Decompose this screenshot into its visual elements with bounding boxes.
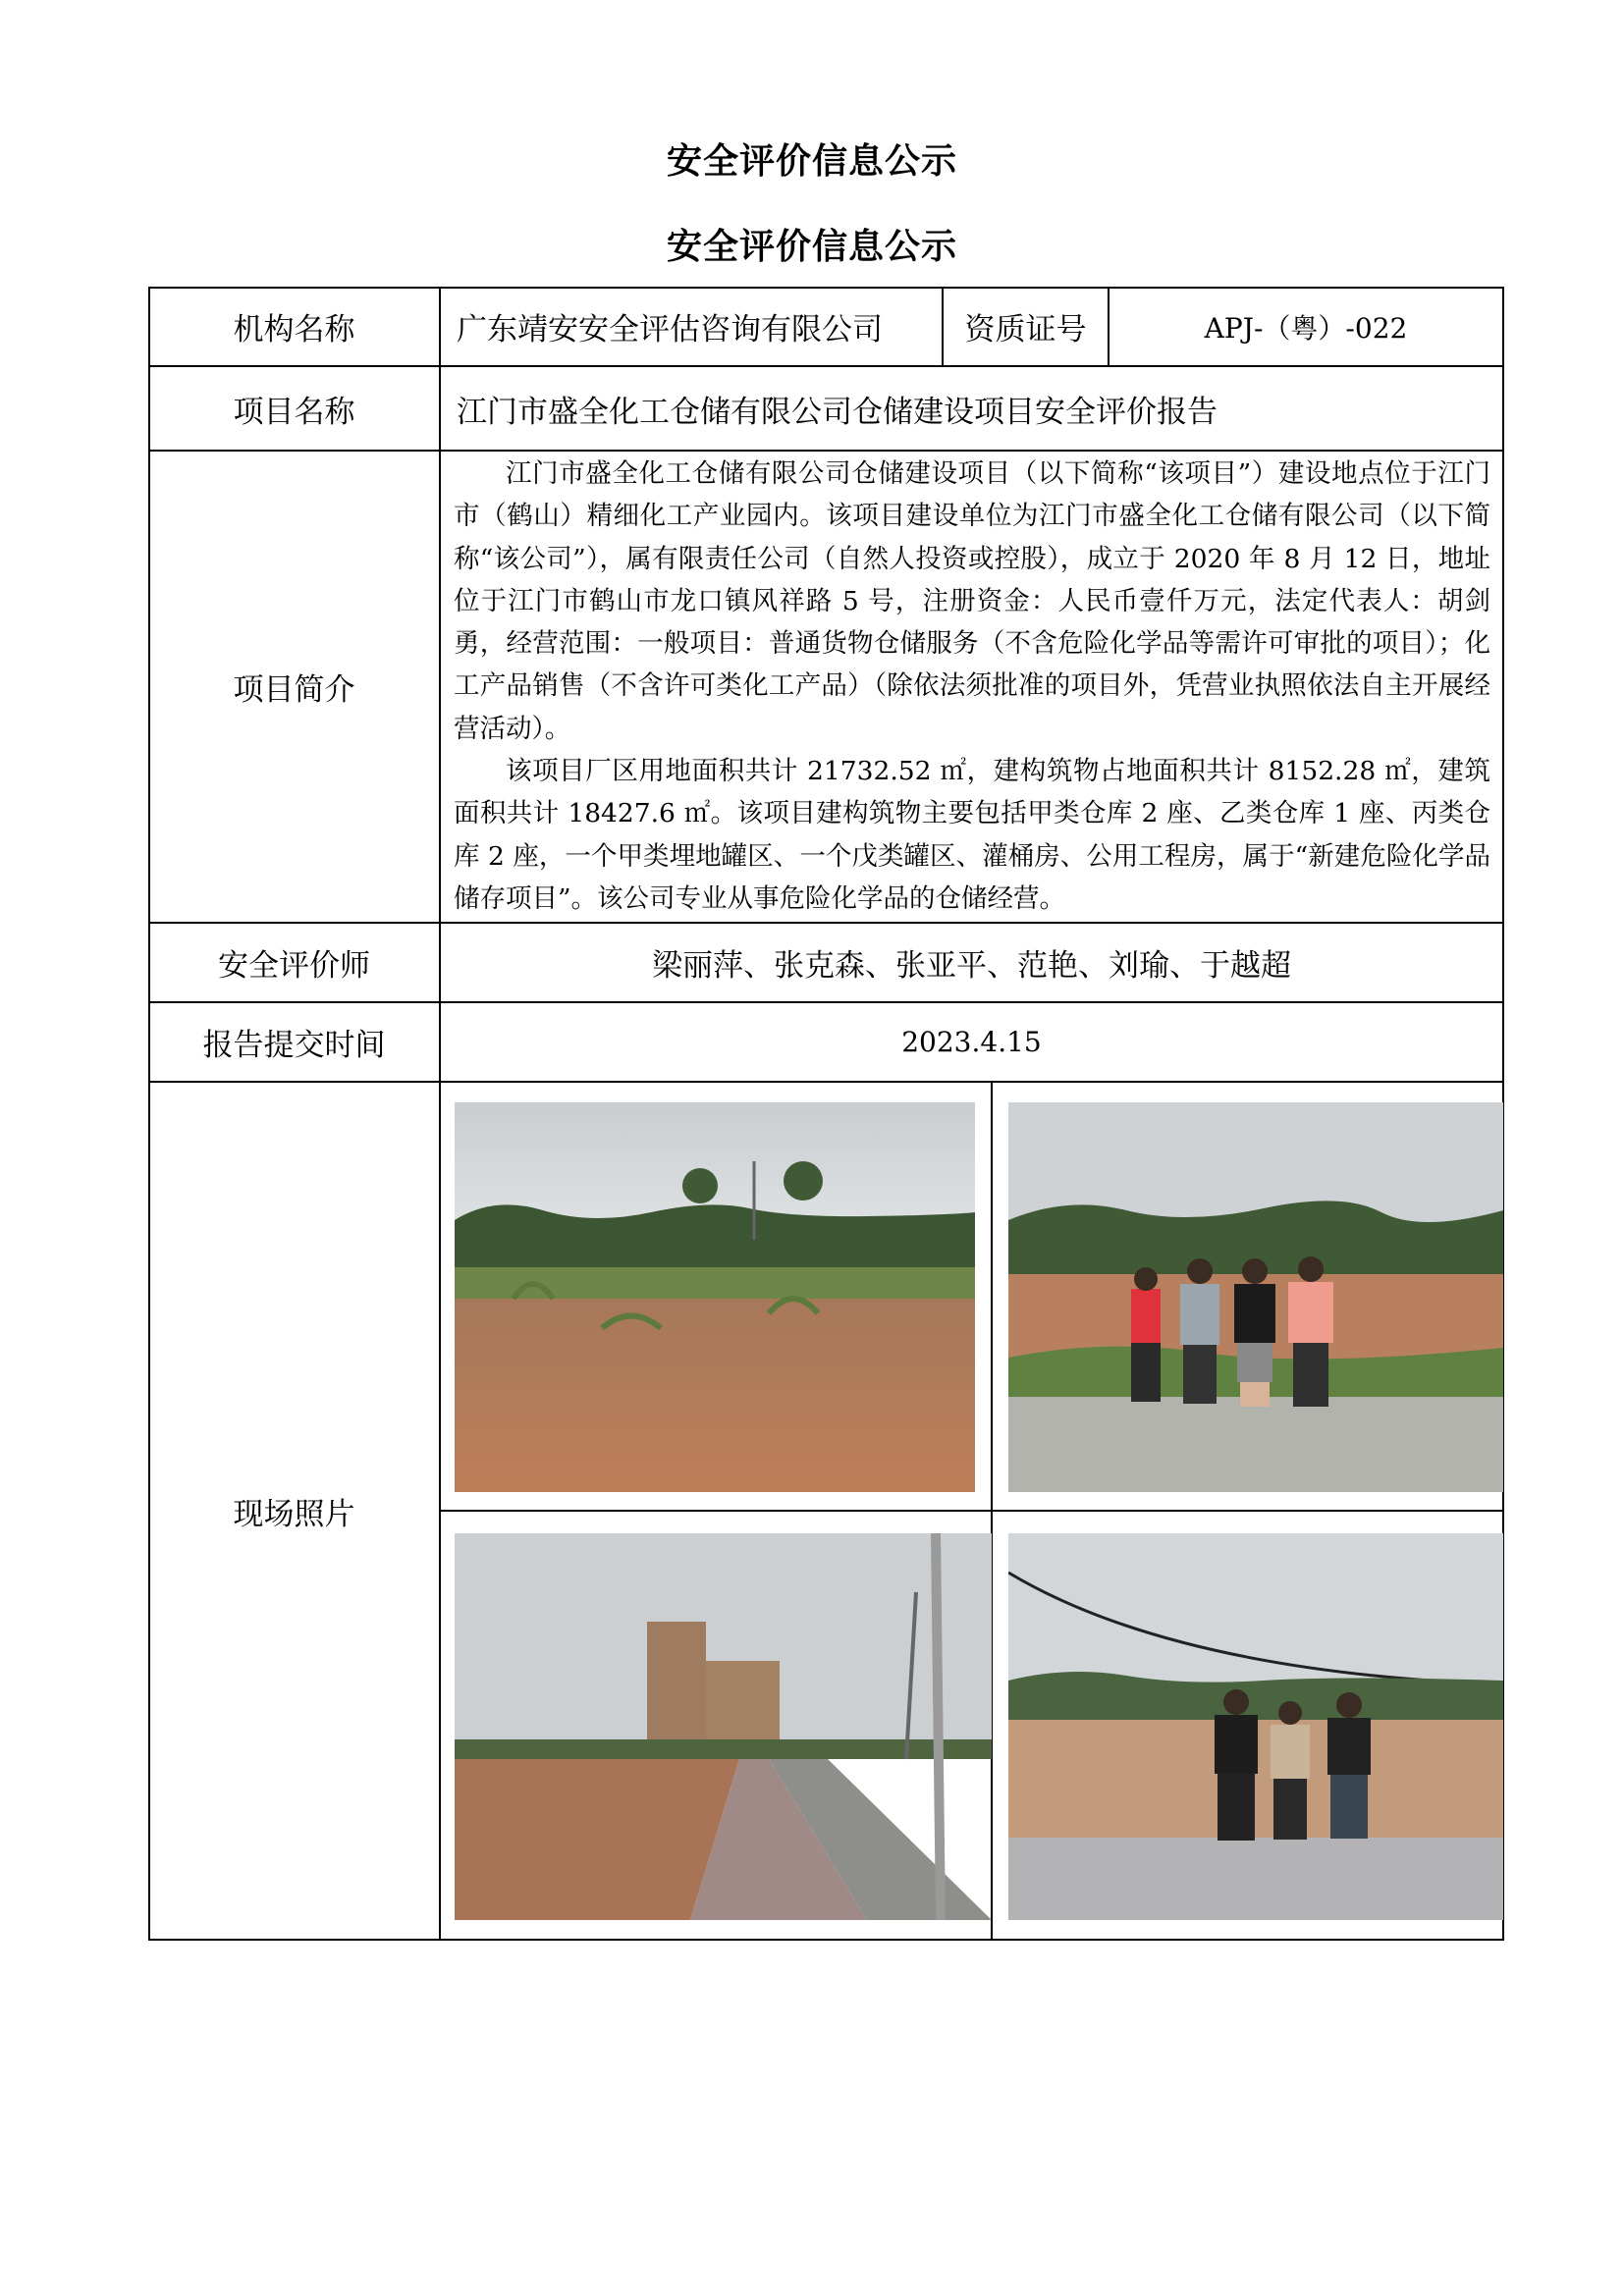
evaluator-label: 安全评价师 — [218, 948, 370, 984]
report-date-label: 报告提交时间 — [202, 1028, 386, 1063]
cert-number-label: 资质证号 — [964, 312, 1087, 347]
page-subtitle: 安全评价信息公示 — [666, 227, 957, 267]
intro-paragraph-1: 江门市盛全化工仓储有限公司仓储建设项目（以下简称“该项目”）建设地点位于江门市（鹤山）精细化工产业园内。该项目建设单位为江门市盛全化工仓储有限公司（以下简称“该公司”），属有限责任公司（自然人投资或控股），成立于 2020 年 8 月 12 日，地址位于江门市鹤山市龙口镇风祥路 5 号，注册资金：人民币壹仟万元，法定代表人：胡剑勇，经营范围：一般项目：普通货物仓储服务（不含危险化学品等需许可审批的项目）；化工产品销售（不含许可类化工产品）（除依法须批准的项目外，凭营业执照依法自主开展经营活动）。 — [454, 458, 1490, 744]
project-name-value: 江门市盛全化工仓储有限公司仓储建设项目安全评价报告 — [457, 394, 1218, 430]
site-photo-group-four — [1008, 1102, 1503, 1492]
report-date-value: 2023.4.15 — [901, 1026, 1042, 1058]
site-photo-road — [455, 1533, 992, 1920]
project-intro-label: 项目简介 — [233, 672, 355, 708]
project-name-label: 项目名称 — [233, 394, 355, 430]
page-title: 安全评价信息公示 — [666, 141, 957, 182]
project-intro-text — [454, 453, 1490, 920]
org-name-label: 机构名称 — [233, 312, 355, 347]
intro-paragraph-2: 该项目厂区用地面积共计 21732.52 ㎡，建构筑物占地面积共计 8152.28 ㎡，建筑面积共计 18427.6 ㎡。该项目建构筑物主要包括甲类仓库 2 座、乙类仓库 1 座、丙类仓库 2 座，一个甲类埋地罐区、一个戊类罐区、灌桶房、公用工程房，属于“新建危险化学品储存项目”。该公司专业从事危险化学品的仓储经营。 — [454, 756, 1490, 914]
site-photo-group-three — [1008, 1533, 1503, 1920]
table-rule — [440, 1510, 1504, 1512]
site-photos-label: 现场照片 — [233, 1496, 355, 1532]
site-photo-field — [455, 1102, 975, 1492]
evaluator-value: 梁丽萍、张克森、张亚平、范艳、刘瑜、于越超 — [652, 948, 1291, 984]
org-name-value: 广东靖安安全评估咨询有限公司 — [457, 312, 883, 347]
cert-number-value: APJ-（粤）-022 — [1204, 311, 1408, 345]
